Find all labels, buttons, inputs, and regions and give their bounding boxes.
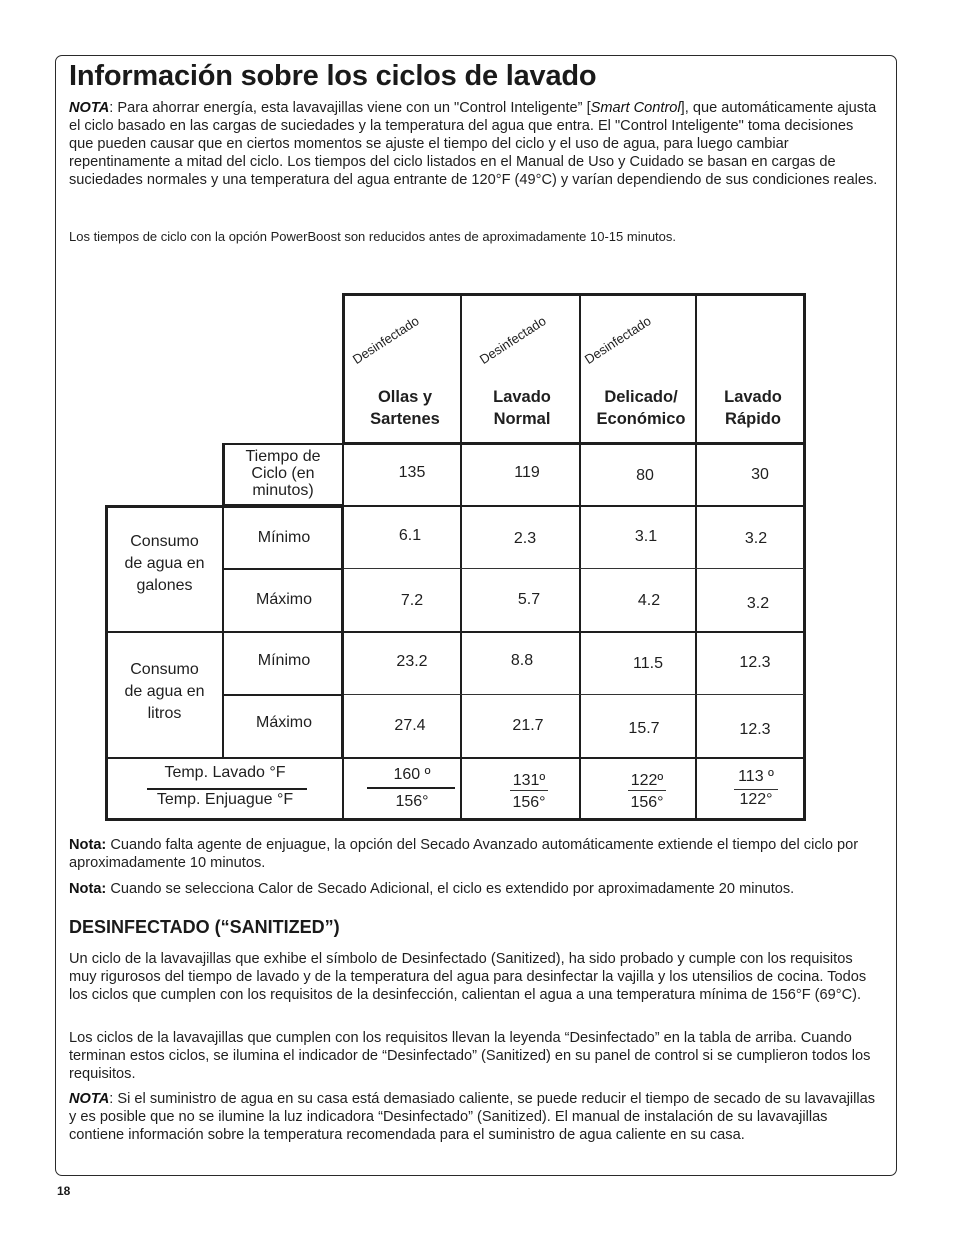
cycle-time-label: Tiempo de Ciclo (en minutos) <box>245 448 321 499</box>
sanitized-paragraph-2: Los ciclos de la lavavajillas que cumplen con los requisitos llevan la leyenda “Desinfectado” en la tabla de arriba. Cuando terminan estos ciclos, se ilumina el indicador de “Desinfectado” (Sanitized) en su panel de control si se cumplieron todos los requisitos. <box>69 1030 871 1082</box>
page-number: 18 <box>57 1184 71 1198</box>
final-nota-label: NOTA <box>69 1091 110 1107</box>
powerboost-note: Los tiempos de ciclo con la opción PowerBoost son reducidos antes de aproximadamente 10-15 minutos. <box>69 229 677 244</box>
gal-min-ollas: 6.1 <box>398 527 422 544</box>
nota-label: NOTA <box>69 100 110 116</box>
intro-text-2: ], que automáticamente ajusta el ciclo basado en las cargas de suciedades y la temperatura del agua que entra. El "Control Inteligente" toma decisiones que pueden causar que en ciertos momentos se ajuste el tiempo del ciclo y el uso de agua, para luego cambiar repentinamente a mitad del ciclo. Los tiempos del ciclo listados en el Manual de Uso y Cuidado se basan en cargas de suciedades normales y una temperatura del agua entrante de 120°F (49°C) y varían dependiendo de sus condiciones reales. <box>69 100 878 188</box>
rinse-temp-delicado: 156° <box>630 794 664 811</box>
temp-divider-delicado <box>628 790 666 791</box>
note-extra-dry: Nota: Cuando se selecciona Calor de Secado Adicional, el ciclo es extendido por aproximadamente 20 minutos. <box>69 881 795 897</box>
wash-temp-label: Temp. Lavado °F <box>164 764 286 781</box>
final-note: NOTA: Si el suministro de agua en su casa está demasiado caliente, se puede reducir el tiempo de secado de su lavavajillas y es posible que no se ilumine la luz indicadora “Desinfectado” (Sanitized). El manual de instalación de su lavavajillas contiene información sobre la temperatura recomendada para el suministro de agua caliente en su casa. <box>69 1091 876 1143</box>
gallons-min-label: Mínimo <box>257 529 311 546</box>
intro-paragraph <box>69 99 881 189</box>
sanitized-tag-2: Desinfectado <box>476 313 549 367</box>
gal-max-normal: 5.7 <box>517 591 541 608</box>
column-header-4: Lavado Rápido <box>724 388 782 428</box>
wash-temp-ollas: 160 º <box>393 766 431 783</box>
gal-max-delicado: 4.2 <box>637 592 661 609</box>
column-header-1: Ollas y Sartenes <box>370 388 440 428</box>
page-title: Información sobre los ciclos de lavado <box>69 60 597 92</box>
rinse-temp-normal: 156° <box>512 794 546 811</box>
liters-max-label: Máximo <box>255 714 312 731</box>
rinse-temp-rapido: 122° <box>739 791 773 808</box>
cycle-time-delicado: 80 <box>636 467 654 484</box>
note-label: Nota: <box>69 881 107 897</box>
sanitized-heading: DESINFECTADO (“SANITIZED”) <box>69 917 340 937</box>
lit-min-normal: 8.8 <box>510 652 534 669</box>
gallons-group-label: Consumo de agua en galones <box>124 533 205 594</box>
cycle-time-ollas: 135 <box>398 464 426 481</box>
grid-hline-2 <box>344 568 804 569</box>
lit-max-delicado: 15.7 <box>628 720 660 737</box>
lit-max-ollas: 27.4 <box>394 717 426 734</box>
note-rinse-agent: Nota: Cuando falta agente de enjuague, la opción del Secado Avanzado automáticamente extiende el tiempo del ciclo por aproximadamente 10 minutos. <box>69 837 859 871</box>
gal-max-rapido: 3.2 <box>746 595 770 612</box>
grid-hline-1 <box>344 505 804 507</box>
gal-min-normal: 2.3 <box>513 530 537 547</box>
rinse-temp-ollas: 156° <box>395 793 429 810</box>
liters-min-label: Mínimo <box>257 652 311 669</box>
smart-control-term: Smart Control <box>590 100 681 116</box>
grid-hline-5 <box>344 757 804 759</box>
cycle-time-normal: 119 <box>514 464 540 481</box>
wash-temp-delicado: 122º <box>630 772 664 789</box>
gal-min-rapido: 3.2 <box>744 530 768 547</box>
rinse-temp-label: Temp. Enjuague °F <box>156 791 294 808</box>
liters-group-label: Consumo de agua en litros <box>124 661 205 722</box>
column-header-2: Lavado Normal <box>493 388 551 428</box>
grid-hline-4 <box>344 694 804 695</box>
sanitized-paragraph-1: Un ciclo de la lavavajillas que exhibe el símbolo de Desinfectado (Sanitized), ha sido probado y cumple con los requisitos muy rigurosos del tiempo de lavado y de la temperatura del agua para desinfectar la vajilla y los utensilios de cocina. Todos los ciclos que cumplen con los requisitos de la desinfección, calientan el agua a una temperatura mínima de 156°F (69°C). <box>69 951 867 1003</box>
lit-min-ollas: 23.2 <box>396 653 428 670</box>
intro-text-1: : Para ahorrar energía, esta lavavajillas viene con un "Control Inteligente” [ <box>109 100 591 116</box>
grid-hline-3 <box>344 631 804 633</box>
sanitized-tag-3: Desinfectado <box>581 313 654 367</box>
note-label: Nota: <box>69 837 107 853</box>
gal-max-ollas: 7.2 <box>400 592 424 609</box>
sanitized-tag-1: Desinfectado <box>349 313 422 367</box>
gal-min-delicado: 3.1 <box>634 528 658 545</box>
lit-max-normal: 21.7 <box>512 717 544 734</box>
temp-divider-ollas <box>367 787 455 789</box>
gallons-max-label: Máximo <box>255 591 312 608</box>
cycle-time-rapido: 30 <box>751 466 769 483</box>
lit-max-rapido: 12.3 <box>739 721 771 738</box>
gallons-minmax-divider <box>224 568 342 570</box>
wash-temp-normal: 131º <box>512 772 546 789</box>
column-header-3: Delicado/ Económico <box>596 388 686 428</box>
lit-min-rapido: 12.3 <box>739 654 771 671</box>
temp-divider-normal <box>510 790 548 791</box>
lit-min-delicado: 11.5 <box>633 655 663 672</box>
liters-minmax-divider <box>224 694 342 696</box>
wash-temp-rapido: 113 º <box>738 768 774 785</box>
